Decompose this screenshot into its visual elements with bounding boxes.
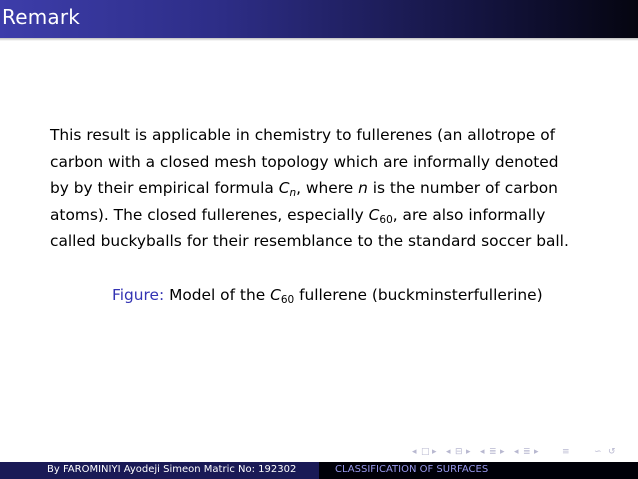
body-line-5: called buckyballs for their resemblance to the standard soccer ball. <box>50 232 569 251</box>
footer <box>0 462 638 479</box>
body-line-1: This result is applicable in chemistry to fullerenes (an allotrope of <box>50 126 556 144</box>
body-line-4 <box>50 202 598 229</box>
nav-prev-subsection-icon[interactable]: ◂ <box>446 447 451 457</box>
slide-title: Remark <box>2 5 81 29</box>
math-subscript: 60 <box>280 294 295 306</box>
math-subscript: 60 <box>379 213 393 226</box>
nav-prev-section-icon[interactable]: ◂ <box>480 447 485 457</box>
search-icon[interactable]: ∽ <box>594 447 602 457</box>
body-line-3 <box>50 175 598 202</box>
frame-icon[interactable]: □ <box>421 447 430 457</box>
nav-prev-part-icon[interactable]: ◂ <box>514 447 519 457</box>
footer-course-title: CLASSIFICATION OF SURFACES <box>335 464 489 475</box>
beamer-navigation-bar <box>412 445 628 459</box>
nav-prev-frame-icon[interactable]: ◂ <box>412 447 417 457</box>
zoom-icon[interactable]: ↺ <box>608 447 616 457</box>
figure-label: Figure: <box>112 286 165 304</box>
nav-next-subsection-icon[interactable]: ▸ <box>466 447 471 457</box>
body-text-fragment: atoms). The closed fullerenes, especially <box>50 205 369 224</box>
body-text-fragment: by by their empirical formula <box>50 179 279 198</box>
title-shadow <box>0 38 638 41</box>
figure-caption <box>112 286 543 304</box>
part-icon[interactable]: ≣ <box>523 447 531 457</box>
section-icon[interactable]: ≣ <box>489 447 497 457</box>
nav-next-section-icon[interactable]: ▸ <box>500 447 505 457</box>
body-text-fragment: , where <box>296 179 359 198</box>
math-variable: C <box>270 286 281 304</box>
math-variable: C <box>278 179 290 198</box>
end-icon[interactable]: ≡ <box>562 447 570 457</box>
footer-course-panel <box>319 462 638 479</box>
footer-author-panel <box>0 462 319 479</box>
math-variable: n <box>358 179 368 198</box>
caption-text: Model of the <box>164 286 271 304</box>
title-bar <box>0 0 638 38</box>
nav-next-part-icon[interactable]: ▸ <box>534 447 539 457</box>
math-variable: C <box>368 205 380 224</box>
subsection-icon[interactable]: ⊟ <box>455 447 463 457</box>
caption-text: fullerene (buckminsterfullerine) <box>294 286 543 304</box>
body-text-fragment: is the number of carbon <box>367 179 558 198</box>
math-subscript: n <box>289 187 297 200</box>
nav-next-frame-icon[interactable]: ▸ <box>432 447 437 457</box>
body-line-2: carbon with a closed mesh topology which are informally denoted <box>50 152 559 171</box>
slide-body <box>50 122 598 255</box>
footer-author: By FAROMINIYI Ayodeji Simeon Matric No: 192302 <box>47 464 297 475</box>
body-text-fragment: , are also informally <box>392 205 546 224</box>
